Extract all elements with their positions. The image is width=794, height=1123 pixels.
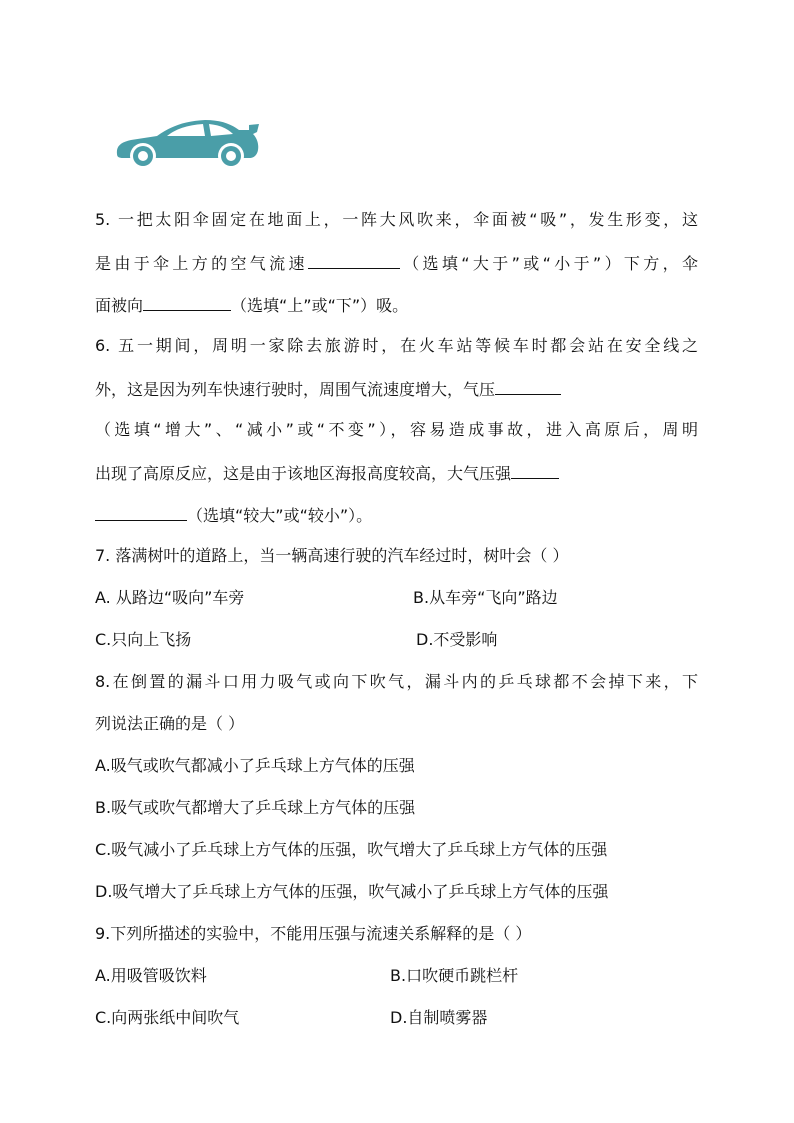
q8-option-a[interactable]: A.吸气或吹气都减小了乒乓球上方气体的压强 (95, 756, 415, 775)
q5-line-2 (95, 252, 698, 274)
q6-blank-2a[interactable] (511, 462, 559, 479)
q7-option-d[interactable]: D.不受影响 (416, 630, 498, 649)
q5-line-1: 5. 一把太阳伞固定在地面上，一阵大风吹来，伞面被“吸”，发生形变，这 (95, 210, 698, 229)
q8-stem-2: 列说法正确的是（ ） (95, 714, 245, 733)
q5-text-c: 面被向 (95, 296, 144, 315)
q6-line-3: （选填“增大”、“减小”或“不变”），容易造成事故，进入高原后，周明 (95, 420, 698, 439)
q9-option-c[interactable]: C.向两张纸中间吹气 (95, 1008, 240, 1027)
q5-text-b: （选填“大于”或“小于”）下方，伞 (399, 254, 698, 273)
q8-option-d[interactable]: D.吸气增大了乒乓球上方气体的压强，吹气减小了乒乓球上方气体的压强 (95, 882, 609, 901)
q7-stem: 7. 落满树叶的道路上，当一辆高速行驶的汽车经过时，树叶会（ ） (95, 546, 569, 565)
q7-option-c[interactable]: C.只向上飞扬 (95, 630, 192, 649)
q5-text-a: 是由于伞上方的空气流速 (95, 254, 308, 273)
q6-blank-2b[interactable] (95, 504, 187, 521)
q8-option-c[interactable]: C.吸气减小了乒乓球上方气体的压强，吹气增大了乒乓球上方气体的压强 (95, 840, 608, 859)
q6-blank-1[interactable] (495, 378, 561, 395)
q9-option-d[interactable]: D.自制喷雾器 (390, 1008, 488, 1027)
q6-line-2 (95, 378, 561, 400)
q5-blank-1[interactable] (308, 252, 400, 269)
q7-option-b[interactable]: B.从车旁“飞向”路边 (413, 588, 558, 607)
q6-text-a: 外，这是因为列车快速行驶时，周围气流速度增大，气压 (95, 380, 496, 399)
q5-blank-2[interactable] (143, 294, 231, 311)
q8-stem-1: 8.在倒置的漏斗口用力吸气或向下吹气，漏斗内的乒乓球都不会掉下来，下 (95, 672, 698, 691)
car-icon (113, 116, 261, 172)
q9-stem: 9.下列所描述的实验中，不能用压强与流速关系解释的是（ ） (95, 924, 532, 943)
q6-text-b: 出现了高原反应，这是由于该地区海报高度较高，大气压强 (95, 464, 512, 483)
q7-option-a[interactable]: A. 从路边“吸向”车旁 (95, 588, 245, 607)
q5-text-d: （选填“上”或“下”）吸。 (231, 296, 409, 315)
q6-line-4 (95, 462, 559, 484)
q6-line-1: 6. 五一期间，周明一家除去旅游时，在火车站等候车时都会站在安全线之 (95, 336, 698, 355)
q5-line-3 (95, 294, 408, 316)
q8-option-b[interactable]: B.吸气或吹气都增大了乒乓球上方气体的压强 (95, 798, 416, 817)
q6-line-5 (95, 504, 372, 526)
q9-option-b[interactable]: B.口吹硬币跳栏杆 (390, 966, 519, 985)
q9-option-a[interactable]: A.用吸管吸饮料 (95, 966, 207, 985)
q6-text-c: （选填“较大”或“较小”）。 (187, 506, 373, 525)
